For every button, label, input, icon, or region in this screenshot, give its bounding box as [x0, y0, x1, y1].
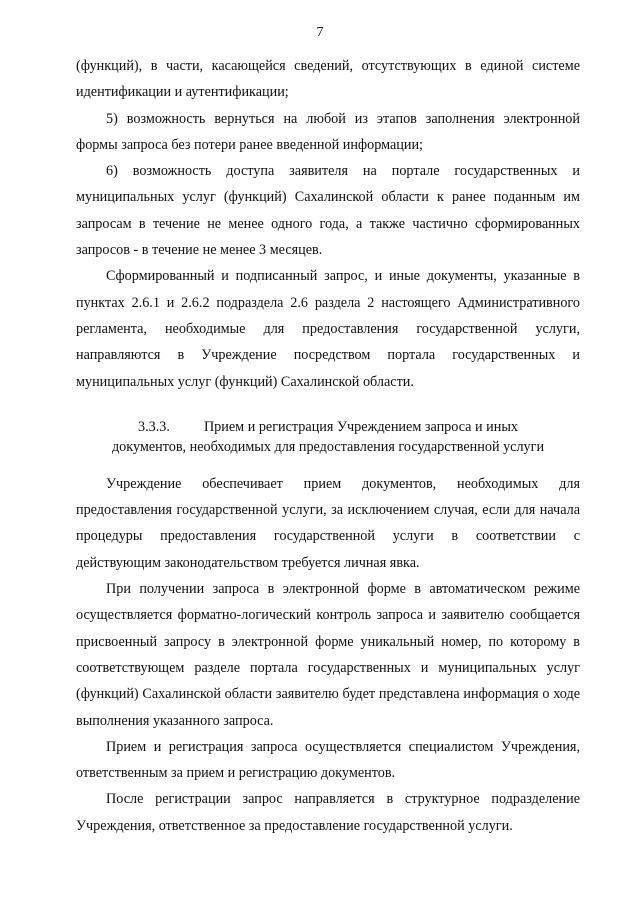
section-number: 3.3.3. [138, 418, 170, 435]
section-title-line-2: документов, необходимых для предоставления государственной услуги [111, 438, 545, 455]
section-heading [76, 417, 580, 457]
paragraph: (функций), в части, касающейся сведений, отсутствующих в единой системе идентификации и аутентификации; [76, 58, 580, 101]
paragraph: Сформированный и подписанный запрос, и иные документы, указанные в пунктах 2.6.1 и 2.6.2 подраздела 2.6 раздела 2 настоящего Административного регламента, необходимые для предоставления государственной услуги, направляются в Учреждение посредством портала государственных и муниципальных услуг (функций) Сахалинской области. [76, 268, 580, 390]
paragraph: 6) возможность доступа заявителя на портале государственных и муниципальных услуг (функций) Сахалинской области к ранее поданным им запросам в течение не менее одного года, а также частично сформированных запросов - в течение не менее 3 месяцев. [76, 163, 580, 259]
section-title-line-1: Прием и регистрация Учреждением запроса и иных [203, 418, 518, 435]
section-heading-line-1 [76, 417, 580, 437]
paragraph: Прием и регистрация запроса осуществляется специалистом Учреждения, ответственным за прием и регистрацию документов. [76, 738, 580, 782]
page-number: 7 [316, 25, 324, 40]
paragraph: После регистрации запрос направляется в структурное подразделение Учреждения, ответственное за предоставление государственной услуги. [76, 791, 580, 834]
paragraph: При получении запроса в электронной форме в автоматическом режиме осуществляется форматно-логический контроль запроса и заявителю сообщается присвоенный запросу в электронной форме уникальный номер, по которому в соответствующем разделе портала государственных и муниципальных услуг (функций) Сахалинской области заявителю будет представлена информация о ходе выполнения указанного запроса. [76, 581, 580, 729]
paragraph: 5) возможность вернуться на любой из этапов заполнения электронной формы запроса без потери ранее введенной информации; [76, 110, 580, 153]
document-body [76, 53, 580, 839]
paragraph: Учреждение обеспечивает прием документов, необходимых для предоставления государственной услуги, за исключением случая, если для начала процедуры предоставления государственной услуги в соответствии с действующим законодательством требуется личная явка. [76, 475, 580, 571]
